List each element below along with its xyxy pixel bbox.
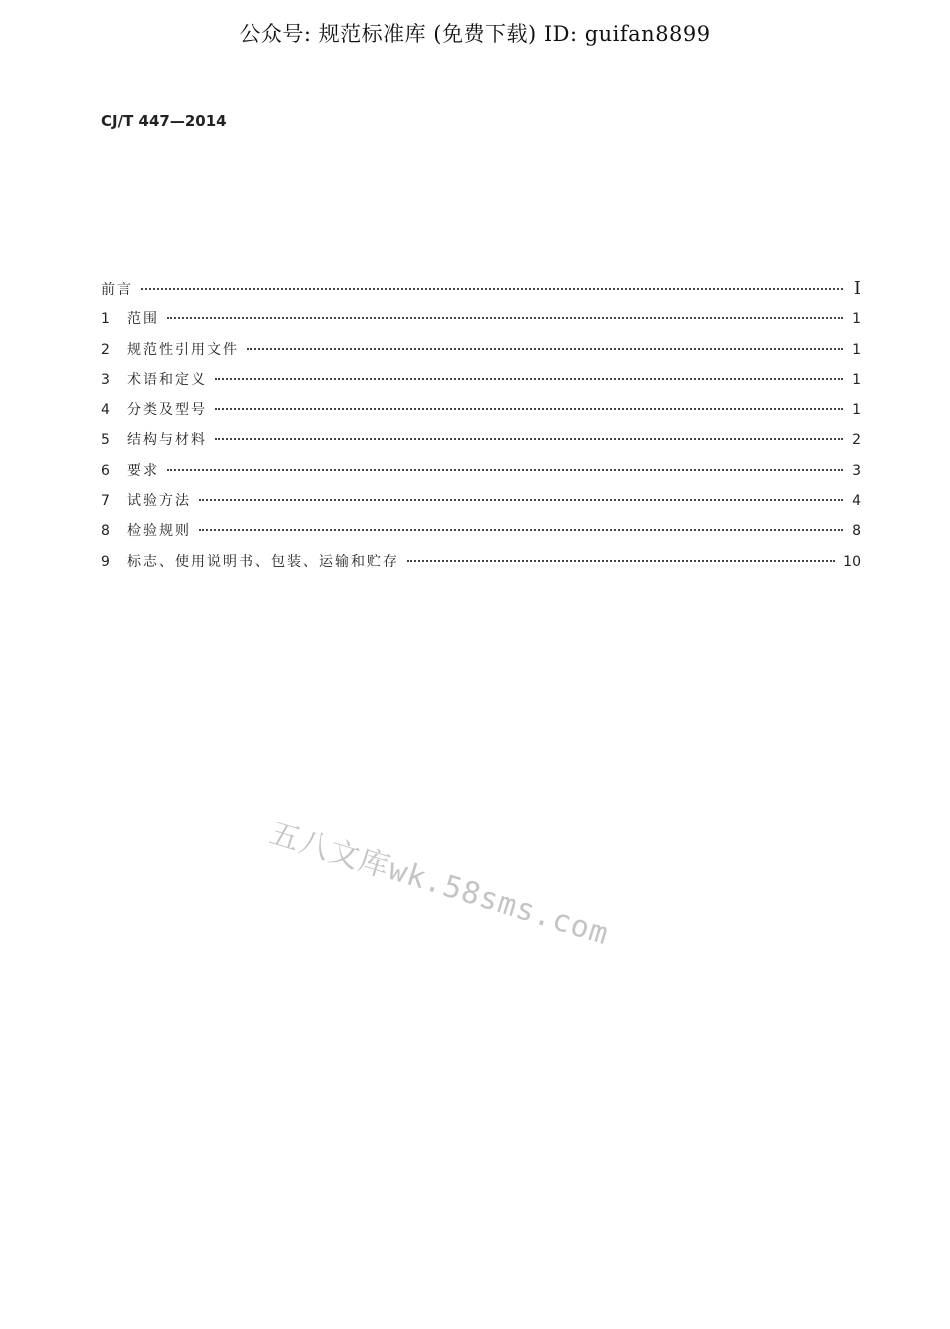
toc-page-number: 1 [852,341,861,358]
standard-code: CJ/T 447—2014 [101,112,227,130]
toc-title: 规范性引用文件 [127,341,239,358]
toc-row[interactable] [101,520,861,550]
header-banner: 公众号: 规范标准库 (免费下载) ID: guifan8899 [239,22,711,46]
toc-leader-dots [167,469,843,471]
toc-page-number: I [853,278,861,299]
toc-leader-dots [215,408,843,410]
toc-number: 5 [101,432,110,449]
toc-leader-dots [141,288,843,290]
toc-row-preface[interactable] [101,278,861,308]
toc-title: 检验规则 [127,523,191,540]
toc-number: 9 [101,553,110,570]
toc-page-number: 3 [852,462,861,479]
toc-title: 要求 [127,462,159,479]
toc-number: 3 [101,371,110,388]
toc-leader-dots [199,499,843,501]
toc-page-number: 1 [852,402,861,419]
toc-title: 标志、使用说明书、包装、运输和贮存 [127,553,399,570]
toc-number: 7 [101,493,110,510]
toc-number: 1 [101,311,110,328]
toc-title: 前言 [101,282,133,298]
toc-number: 8 [101,523,110,540]
toc-row[interactable] [101,308,861,338]
toc-row[interactable] [101,490,861,520]
toc-row[interactable] [101,369,861,399]
toc-leader-dots [407,560,835,562]
toc-page-number: 1 [852,371,861,388]
toc-title: 术语和定义 [127,371,207,388]
toc-row[interactable] [101,339,861,369]
toc-page-number: 2 [852,432,861,449]
toc-leader-dots [215,378,843,380]
toc-leader-dots [215,438,843,440]
toc-number: 2 [101,341,110,358]
toc-number: 6 [101,462,110,479]
toc-title: 范围 [127,311,159,328]
toc-page-number: 4 [852,493,861,510]
toc-leader-dots [167,317,843,319]
toc-row[interactable] [101,429,861,459]
toc-row[interactable] [101,399,861,429]
toc-leader-dots [247,348,843,350]
watermark: 五八文库wk.58sms.com [265,815,613,953]
toc-page-number: 10 [843,553,861,570]
toc-row[interactable] [101,551,861,581]
toc-page-number: 8 [852,523,861,540]
toc-leader-dots [199,529,843,531]
toc-number: 4 [101,402,110,419]
toc-title: 结构与材料 [127,432,207,449]
toc-page-number: 1 [852,311,861,328]
toc-row[interactable] [101,460,861,490]
table-of-contents [101,278,861,581]
toc-title: 分类及型号 [127,402,207,419]
toc-title: 试验方法 [127,493,191,510]
